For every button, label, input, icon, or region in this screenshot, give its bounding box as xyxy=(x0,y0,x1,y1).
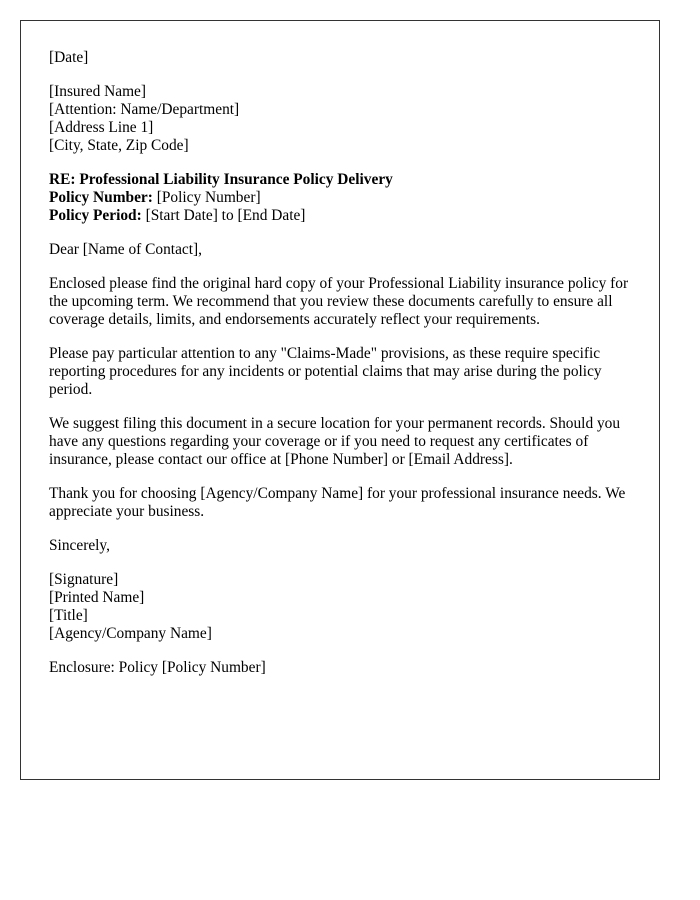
signature-block xyxy=(49,571,639,643)
body-paragraph-text: Please pay particular attention to any "Claims-Made" provisions, as these require specific reporting procedures for any incidents or potential claims that may arise during the policy period. xyxy=(49,345,602,398)
letter-page xyxy=(20,20,660,780)
body-paragraph-text: Thank you for choosing [Agency/Company Name] for your professional insurance needs. We appreciate your business. xyxy=(49,485,626,520)
recipient-address-line-1: [Address Line 1] xyxy=(49,119,154,136)
date-block xyxy=(49,49,639,67)
policy-number-value: [Policy Number] xyxy=(152,189,261,206)
policy-period-value: [Start Date] to [End Date] xyxy=(141,207,306,224)
letter-date: [Date] xyxy=(49,49,89,66)
body-paragraph-text: Enclosed please find the original hard copy of your Professional Liability insurance policy for the upcoming term. We recommend that you review these documents carefully to ensure all coverage details, limits, and endorsements accurately reflect your requirements. xyxy=(49,275,629,328)
printed-name: [Printed Name] xyxy=(49,589,145,606)
letter-body xyxy=(49,49,639,693)
signature-placeholder: [Signature] xyxy=(49,571,119,588)
closing: Sincerely, xyxy=(49,537,110,554)
signer-company: [Agency/Company Name] xyxy=(49,625,212,642)
enclosure-note: Enclosure: Policy [Policy Number] xyxy=(49,659,266,676)
body-paragraph-2 xyxy=(49,345,639,399)
body-paragraph-4 xyxy=(49,485,639,521)
recipient-name: [Insured Name] xyxy=(49,83,147,100)
policy-period-label: Policy Period: xyxy=(49,207,142,224)
recipient-address xyxy=(49,83,639,155)
enclosure-block xyxy=(49,659,639,677)
recipient-city-state-zip: [City, State, Zip Code] xyxy=(49,137,189,154)
policy-number-label: Policy Number: xyxy=(49,189,153,206)
recipient-attention: [Attention: Name/Department] xyxy=(49,101,240,118)
policy-number-line xyxy=(49,189,639,207)
subject-block xyxy=(49,171,639,225)
subject-line xyxy=(49,171,639,189)
salutation: Dear [Name of Contact], xyxy=(49,241,202,258)
closing-block xyxy=(49,537,639,555)
salutation-block xyxy=(49,241,639,259)
body-paragraph-3 xyxy=(49,415,639,469)
policy-period-line xyxy=(49,207,639,225)
signer-title: [Title] xyxy=(49,607,88,624)
subject-text: RE: Professional Liability Insurance Policy Delivery xyxy=(49,171,393,188)
body-paragraph-1 xyxy=(49,275,639,329)
body-paragraph-text: We suggest filing this document in a secure location for your permanent records. Should you have any questions regarding your coverage or if you need to request any certificates of insurance, please contact our office at [Phone Number] or [Email Address]. xyxy=(49,415,621,468)
